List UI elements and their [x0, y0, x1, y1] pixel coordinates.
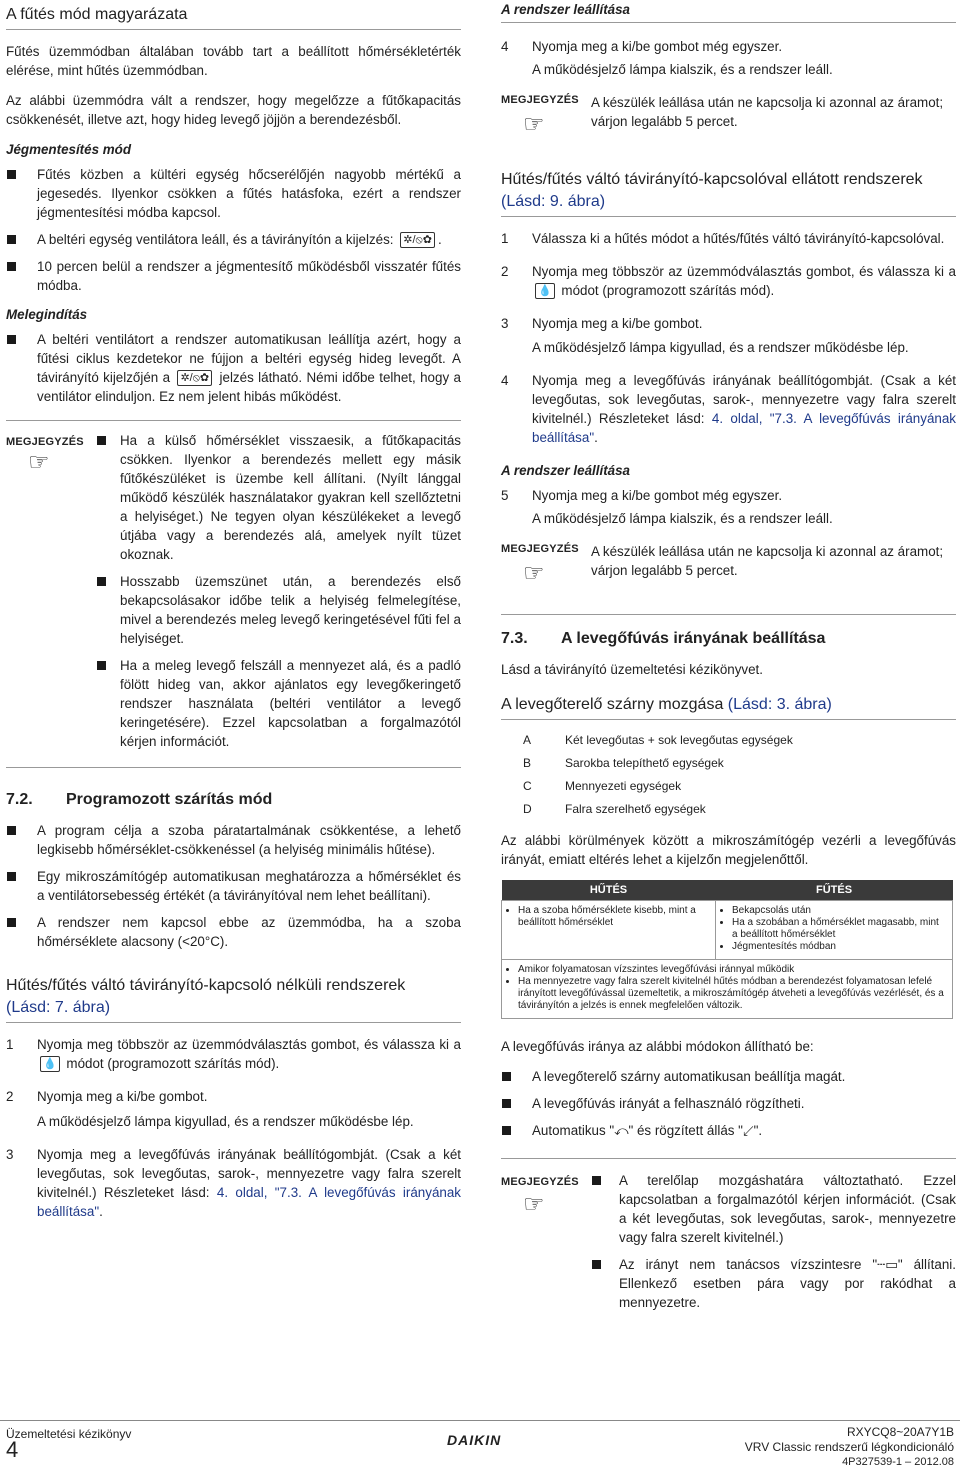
- model-number: RXYCQ8~20A7Y1B: [846, 1425, 954, 1439]
- section-title-text: Hűtés/fűtés váltó távirányító-kapcsolóval ellátott rendszerek: [501, 171, 923, 188]
- note-item: Ha a meleg levegő felszáll a mennyezet alá, és a padló fölött hideg van, akkor ajánlatos egy levegőkeringető rendszer használata (beltéri ventilátor a levegő keringetésére). Ezzel kapcsolatban a forgalmazótól kérjen információt.: [96, 656, 461, 751]
- defrost-display-icon: ✲/⦸✿: [400, 232, 435, 248]
- fixed-position-icon: ↙: [742, 1123, 754, 1138]
- note-label: MEGJEGYZÉS: [501, 1176, 579, 1188]
- list-key: B: [523, 756, 532, 770]
- pointing-hand-icon: ☞: [523, 1191, 545, 1218]
- table-cell: [716, 901, 953, 960]
- list-value: Mennyezeti egységek: [565, 779, 682, 793]
- note-text: A készülék leállása után ne kapcsolja ki azonnal az áramot; várjon legalább 5 percet.: [591, 544, 944, 578]
- table-bullet: • Bekapcsolás után: [732, 905, 946, 917]
- list-item: [501, 801, 956, 817]
- section-title-text: A levegőterelő szárny mozgása: [501, 696, 724, 713]
- bullet-text: A beltéri egység ventilátora leáll, és a távirányítón a kijelzés:: [37, 232, 398, 247]
- bullet-item: Egy mikroszámítógép automatikusan meghatározza a hőmérséklet és a ventilátorsebesség értékét (a távirányítóval nem lehet beállítani).: [6, 867, 461, 905]
- step-item: [501, 229, 956, 248]
- step-number: 2: [6, 1089, 14, 1104]
- footer-model-info: [745, 1425, 954, 1470]
- step-number: 1: [501, 231, 509, 246]
- step-item: [501, 314, 956, 357]
- page-number: 4: [6, 1437, 19, 1462]
- step-number: 4: [501, 373, 509, 388]
- step-text: .: [99, 1204, 103, 1219]
- step-item: [6, 1035, 461, 1073]
- pointing-hand-icon: ☞: [523, 111, 545, 138]
- step-number: 3: [501, 316, 509, 331]
- figure-reference-link[interactable]: (Lásd: 7. ábra): [6, 999, 111, 1016]
- step-text: .: [594, 430, 598, 445]
- pointing-hand-icon: ☞: [28, 449, 50, 476]
- bullet-item: A levegőterelő szárny automatikusan beállítja magát.: [501, 1067, 956, 1086]
- step-text: Nyomja meg többször az üzemmódválasztás gombot, és válassza ki a: [532, 264, 956, 279]
- cross-reference-link[interactable]: 4. oldal, "7.3. A levegőfúvás irányának beállítása": [37, 1185, 461, 1219]
- bullet-text: A beltéri ventilátort a rendszer automatikusan leállítja azért, hogy a fűtési ciklus kezdetekor ne fújjon a beltéri egység hideg levegőt. A távirányító kijelzőjén a: [37, 332, 461, 385]
- table-bullet: • Ha a szobában a hőmérséklet magasabb, mint a beállított hőmérséklet: [732, 917, 946, 941]
- subheading-stop: A rendszer leállítása: [501, 463, 631, 478]
- note-text: " állítani. Ellenkező esetben pára vagy por rakódhat a mennyezetre.: [619, 1257, 956, 1310]
- step-item: [6, 1087, 461, 1131]
- step-number: 4: [501, 39, 509, 54]
- subheading-stop: A rendszer leállítása: [501, 0, 956, 23]
- note-box: [6, 420, 461, 768]
- brand-logo: DAIKIN: [447, 1432, 502, 1448]
- step-item: [6, 1145, 461, 1221]
- dry-mode-icon: 💧: [40, 1056, 60, 1072]
- chapter-number: 7.2.: [6, 791, 33, 808]
- section-title-flap: [501, 690, 956, 720]
- table-cell: [502, 901, 716, 960]
- note-item: Hosszabb üzemszünet után, a berendezés első bekapcsolásakor időbe telik a helyiség felmelegítése, mivel a berendezés meleg levegő keringetésével fűti fel a helyiséget.: [96, 572, 461, 648]
- step-text: Nyomja meg a ki/be gombot.: [532, 316, 703, 331]
- figure-reference-link[interactable]: (Lásd: 3. ábra): [727, 696, 832, 713]
- step-text: Nyomja meg a ki/be gombot.: [37, 1089, 208, 1104]
- step-number: 5: [501, 488, 509, 503]
- bullet-item: A beltéri egység ventilátora leáll, és a távirányítón a kijelzés: ✲/⦸✿ .: [6, 230, 461, 249]
- note-label: MEGJEGYZÉS: [501, 543, 579, 555]
- note-text: A készülék leállása után ne kapcsolja ki azonnal az áramot; várjon legalább 5 percet.: [591, 95, 944, 129]
- paragraph: A levegőfúvás iránya az alábbi módokon állítható be:: [501, 1039, 814, 1054]
- step-item: [501, 37, 956, 79]
- step-item: [501, 371, 956, 447]
- bullet-item: Fűtés közben a kültéri egység hőcserélőjén nagyobb mértékű a jegesedés. Ilyenkor csökken a fűtés hatásfoka, ezért a rendszer jégmentesítési módba kapcsol.: [6, 165, 461, 222]
- step-number: 3: [6, 1147, 14, 1162]
- page-footer: [0, 1420, 960, 1468]
- section-title-text: Hűtés/fűtés váltó távirányító-kapcsoló nélküli rendszerek: [6, 977, 406, 994]
- table-cell: [502, 960, 953, 1019]
- note-label: MEGJEGYZÉS: [6, 436, 84, 448]
- cooling-heating-table: [501, 880, 953, 1019]
- bullet-item: 10 percen belül a rendszer a jégmentesítő működésből visszatér fűtés módba.: [6, 257, 461, 295]
- document-code: 4P327539-1 – 2012.08: [842, 1456, 954, 1468]
- step-result: A működésjelző lámpa kigyullad, és a rendszer működésbe lép.: [37, 1114, 414, 1129]
- dry-mode-icon: 💧: [535, 283, 555, 299]
- paragraph: Fűtés üzemmódban általában tovább tart a beállított hőmérsékletérték elérése, mint hűtés üzemmódban.: [6, 44, 461, 78]
- note-item: A terelőlap mozgáshatára változtatható. Ezzel kapcsolatban a forgalmazótól kérjen információt. (Csak a két levegőutas, sok levegőutas, sarok-, mennyezetre vagy falra szerelt kivitelnél.): [591, 1171, 956, 1247]
- product-name: VRV Classic rendszerű légkondicionáló: [744, 1440, 954, 1454]
- hot-start-display-icon: ✲/⦸✿: [177, 370, 212, 386]
- step-text: Nyomja meg többször az üzemmódválasztás gombot, és válassza ki a: [37, 1037, 461, 1052]
- bullet-text: " és rögzített állás ": [628, 1123, 743, 1138]
- step-text: Nyomja meg a levegőfúvás irányának beállítógombját. (Csak a két levegőutas, sok levegőutas, sarok-, mennyezetre vagy falra szerelt kivitelnél.) Részleteket lásd:: [532, 373, 956, 426]
- table-bullet: • Amikor folyamatosan vízszintes levegőfúvási iránnyal működik: [518, 964, 946, 976]
- cross-reference-link[interactable]: 4. oldal, "7.3. A levegőfúvás irányának beállítása": [532, 411, 956, 445]
- list-value: Sarokba telepíthető egységek: [565, 756, 724, 770]
- left-column: [6, 0, 461, 1235]
- note-box: [501, 542, 956, 592]
- chapter-heading: [6, 790, 461, 809]
- bullet-item: [501, 1121, 956, 1140]
- bullet-item: A levegőfúvás irányát a felhasználó rögzítheti.: [501, 1094, 956, 1113]
- pointing-hand-icon: ☞: [523, 560, 545, 587]
- step-text: Nyomja meg a ki/be gombot még egyszer.: [532, 488, 783, 503]
- bullet-item: [6, 330, 461, 406]
- paragraph: Lásd a távirányító üzemeltetési kézikönyvet.: [501, 662, 763, 677]
- step-result: A működésjelző lámpa kialszik, és a rendszer leáll.: [532, 62, 833, 77]
- list-key: C: [523, 779, 532, 793]
- chapter-title: A levegőfúvás irányának beállítása: [561, 630, 826, 647]
- table-bullet: • Jégmentesítés módban: [732, 941, 946, 953]
- bullet-text: Automatikus ": [532, 1123, 615, 1138]
- unit-list: [501, 732, 956, 817]
- list-value: Falra szerelhető egységek: [565, 802, 706, 816]
- note-text: Az irányt nem tanácsos vízszintesre ": [619, 1257, 878, 1272]
- note-box: [501, 93, 956, 143]
- step-item: [501, 486, 956, 528]
- note-box: [501, 1158, 956, 1312]
- list-key: A: [523, 733, 532, 747]
- horizontal-direction-icon: ┄▭: [877, 1257, 898, 1272]
- table-header: FŰTÉS: [716, 880, 953, 901]
- paragraph: Az alábbi üzemmódra vált a rendszer, hogy megelőzze a fűtőkapacitás csökkenését, illetve azt, hogy hideg levegő jöjjön a berendezésből.: [6, 93, 461, 127]
- step-text: Nyomja meg a levegőfúvás irányának beállítógombját. (Csak a két levegőutas, sok levegőutas, sarok-, mennyezetre vagy falra szerelt kivitelnél.) Részleteket lásd:: [37, 1147, 461, 1200]
- chapter-heading: [501, 614, 956, 648]
- bullet-text: jelzés látható. Némi időbe telhet, hogy a ventilátor elinduljon. Ez nem jelent hibás működést.: [37, 370, 461, 404]
- manual-title: Üzemeltetési kézikönyv: [6, 1427, 132, 1441]
- step-text: Válassza ki a hűtés módot a hűtés/fűtés váltó távirányító-kapcsolóval.: [532, 231, 945, 246]
- section-title-heating: A fűtés mód magyarázata: [6, 0, 461, 30]
- step-result: A működésjelző lámpa kigyullad, és a rendszer működésbe lép.: [532, 340, 909, 355]
- note-item: [591, 1255, 956, 1312]
- right-column: [501, 0, 956, 1334]
- step-text: módot (programozott szárítás mód).: [557, 283, 775, 298]
- bullet-item: A program célja a szoba páratartalmának csökkentése, a lehető legkisebb hőmérséklet-csökkenéssel (a helyiség minimális hűtése).: [6, 821, 461, 859]
- table-bullet: • Ha a szoba hőmérséklete kisebb, mint a beállított hőmérséklet: [518, 905, 709, 929]
- section-title-system: [6, 971, 461, 1023]
- step-text: Nyomja meg a ki/be gombot még egyszer.: [532, 39, 783, 54]
- bullet-item: A rendszer nem kapcsol ebbe az üzemmódba, ha a szoba hőmérséklete alacsony (<20°C).: [6, 913, 461, 951]
- bullet-text: ".: [753, 1123, 763, 1138]
- note-label: MEGJEGYZÉS: [501, 94, 579, 106]
- list-item: [501, 755, 956, 771]
- paragraph: Az alábbi körülmények között a mikroszámítógép vezérli a levegőfúvás irányát, emiatt eltérés lehet a kijelzőn megjelenőttől.: [501, 833, 956, 867]
- note-item: Ha a külső hőmérséklet visszaesik, a fűtőkapacitás csökken. Ilyenkor a berendezés mellett egy másik fűtőkészüléket is üzembe kell állítani. (Nyílt lánggal működő készülék használatakor gyakran kell szellőztetni a helyiséget.) Ne tegyen olyan készülékeket a levegő útjába vagy a berendezés alá, amelyek nyílt tüzet okoznak.: [96, 431, 461, 564]
- chapter-number: 7.3.: [501, 630, 528, 647]
- list-item: [501, 732, 956, 748]
- subheading-hot-start: Melegindítás: [6, 307, 88, 322]
- step-item: [501, 262, 956, 300]
- step-text: módot (programozott szárítás mód).: [62, 1056, 280, 1071]
- section-title-system: [501, 165, 956, 217]
- list-item: [501, 778, 956, 794]
- subheading-defrost: Jégmentesítés mód: [6, 142, 132, 157]
- table-bullet: • Ha mennyezetre vagy falra szerelt kivitelnél hűtés módban a berendezést folyamatosan lefelé irányított levegőfúvással üzemeltetik, a mikroszámítógép átveheti a levegőfúvás vezérlését, és a távirányítón a jelzés is ennek megfelelően változik.: [518, 976, 946, 1012]
- step-number: 2: [501, 264, 509, 279]
- chapter-title: Programozott szárítás mód: [66, 791, 273, 808]
- list-key: D: [523, 802, 532, 816]
- step-number: 1: [6, 1037, 14, 1052]
- step-result: A működésjelző lámpa kialszik, és a rendszer leáll.: [532, 511, 833, 526]
- figure-reference-link[interactable]: (Lásd: 9. ábra): [501, 193, 606, 210]
- list-value: Két levegőutas + sok levegőutas egységek: [565, 733, 793, 747]
- table-header: HŰTÉS: [502, 880, 716, 901]
- swing-icon: ⤺: [614, 1123, 629, 1138]
